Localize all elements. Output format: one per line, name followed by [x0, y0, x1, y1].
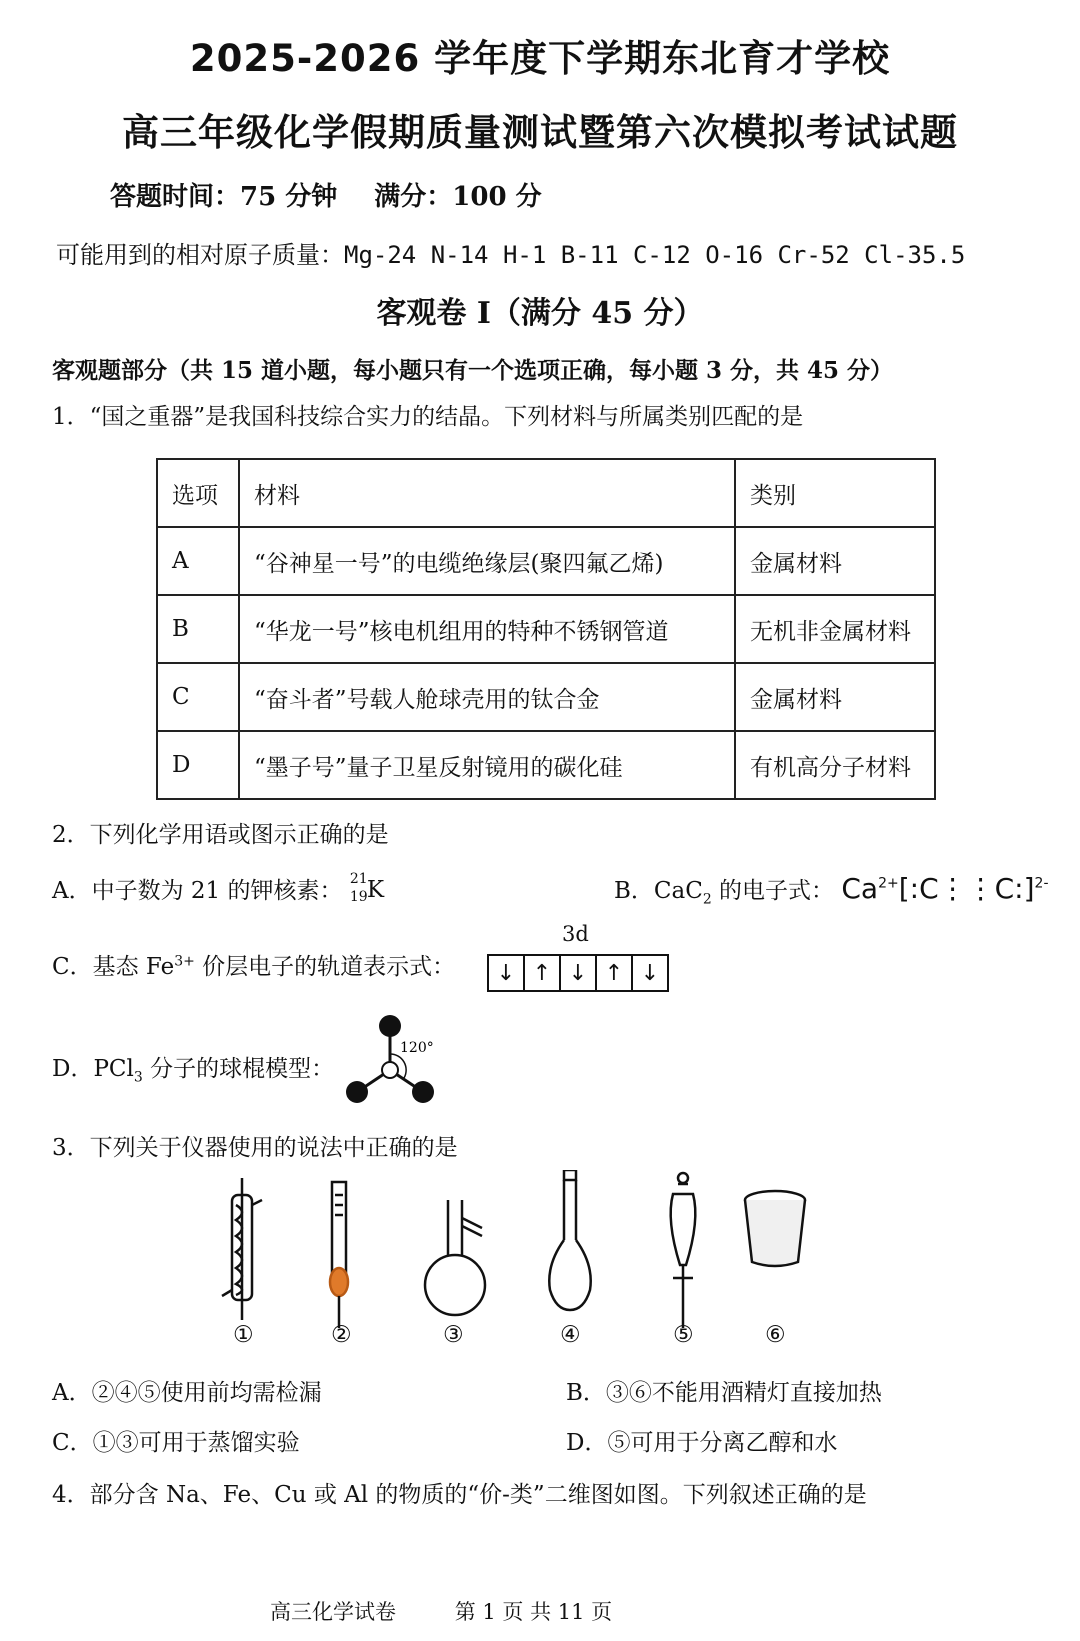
exam-full-score: 满分：100 分	[374, 182, 542, 212]
table-cell: D	[157, 731, 239, 799]
table-row	[157, 527, 935, 595]
table-cell: “谷神星一号”的电缆绝缘层(聚四氟乙烯)	[239, 527, 735, 595]
ball-stick-model	[345, 1012, 455, 1112]
orbital-box: ↓	[561, 956, 597, 990]
table-row	[157, 595, 935, 663]
q2-c-text-post: 价层电子的轨道表示式：	[194, 954, 456, 980]
ca-charge: 2+	[878, 875, 899, 892]
table-cell: 有机高分子材料	[735, 731, 935, 799]
q3-option-b: B．③⑥不能用酒精灯直接加热	[566, 1380, 882, 1406]
separatory-funnel-icon	[671, 1173, 696, 1328]
exam-meta	[110, 176, 570, 213]
condenser-icon	[222, 1178, 262, 1320]
table-header: 选项	[157, 459, 239, 527]
angle-label: 120°	[400, 1040, 434, 1056]
table-cell: 无机非金属材料	[735, 595, 935, 663]
q2-option-b	[614, 872, 1049, 908]
distillation-flask-icon	[425, 1200, 485, 1315]
orbital-boxes	[487, 954, 669, 992]
q2-c-text-pre: C．基态 Fe	[52, 954, 175, 980]
fe-charge: 3+	[174, 953, 195, 970]
q3-option-a: A．②④⑤使用前均需检漏	[52, 1380, 322, 1406]
electron-formula	[841, 872, 1048, 905]
center-atom	[382, 1062, 398, 1078]
table-row	[157, 731, 935, 799]
table-header: 类别	[735, 459, 935, 527]
table-row	[157, 663, 935, 731]
q2-option-c	[52, 948, 455, 981]
atomic-masses: 可能用到的相对原子质量：Mg-24 N-14 H-1 B-11 C-12 O-16 Cr-52 Cl-35.5	[56, 241, 966, 269]
q2-b-subscript: 2	[702, 891, 712, 908]
apparatus-figure	[200, 1170, 860, 1350]
q3-option-c: C．①③可用于蒸馏实验	[52, 1430, 300, 1456]
apparatus-label: ①	[233, 1322, 254, 1348]
q2-d-text-post: 分子的球棍模型：	[142, 1056, 335, 1082]
q3-option-d: D．⑤可用于分离乙醇和水	[566, 1430, 838, 1456]
burette-icon	[330, 1182, 348, 1328]
table-header: 材料	[239, 459, 735, 527]
q3-stem: 3．下列关于仪器使用的说法中正确的是	[52, 1135, 458, 1161]
element-symbol: K	[366, 877, 384, 903]
table-cell: B	[157, 595, 239, 663]
q2-option-d	[52, 1050, 334, 1086]
crucible-icon	[745, 1191, 805, 1266]
exam-time: 答题时间：75 分钟	[110, 182, 338, 212]
atom-ball	[379, 1015, 401, 1037]
table-cell: 金属材料	[735, 663, 935, 731]
table-cell: “墨子号”量子卫星反射镜用的碳化硅	[239, 731, 735, 799]
orbital-box: ↑	[525, 956, 561, 990]
table-cell: C	[157, 663, 239, 731]
atom-ball	[346, 1081, 368, 1103]
q2-d-text-pre: D．PCl	[52, 1056, 134, 1082]
table-row	[157, 459, 935, 527]
table-cell: “华龙一号”核电机组用的特种不锈钢管道	[239, 595, 735, 663]
apparatus-label: ⑤	[673, 1322, 694, 1348]
exam-title-line2: 高三年级化学假期质量测试暨第六次模拟考试试题	[122, 111, 958, 154]
page-footer	[270, 1596, 612, 1626]
volumetric-flask-icon	[549, 1170, 590, 1310]
mass-number: 21	[349, 871, 368, 887]
orbital-diagram	[487, 922, 669, 992]
q2-a-text: A．中子数为 21 的钾核素：	[52, 878, 343, 904]
table-cell: 金属材料	[735, 527, 935, 595]
apparatus-label: ②	[331, 1322, 352, 1348]
c2-formula: [:C⋮⋮C:]	[898, 872, 1035, 905]
apparatus-label: ③	[443, 1322, 464, 1348]
apparatus-label: ④	[560, 1322, 581, 1348]
footer-page: 第 1 页 共 11 页	[454, 1600, 613, 1624]
atomic-number: 19	[349, 889, 368, 905]
section-title: 客观卷 I（满分 45 分）	[376, 296, 704, 331]
apparatus-label: ⑥	[765, 1322, 786, 1348]
atom-ball	[412, 1081, 434, 1103]
section-instructions: 客观题部分（共 15 道小题，每小题只有一个选项正确，每小题 3 分，共 45 分）	[52, 357, 894, 384]
q1-stem: 1．“国之重器”是我国科技综合实力的结晶。下列材料与所属类别匹配的是	[52, 404, 804, 430]
q2-d-subscript: 3	[133, 1069, 143, 1086]
exam-title-line1: 2025-2026 学年度下学期东北育才学校	[189, 37, 891, 80]
orbital-box: ↑	[597, 956, 633, 990]
orbital-box: ↓	[640, 960, 660, 986]
nuclide-notation	[349, 871, 386, 907]
c2-charge: 2-	[1034, 875, 1049, 892]
table-cell: “奋斗者”号载人舱球壳用的钛合金	[239, 663, 735, 731]
q2-stem: 2．下列化学用语或图示正确的是	[52, 822, 389, 848]
q2-b-text-pre: B．CaC	[614, 878, 703, 904]
q1-table	[156, 458, 936, 800]
q4-stem: 4．部分含 Na、Fe、Cu 或 Al 的物质的“价-类”二维图如图。下列叙述正确的是	[52, 1482, 867, 1508]
q2-b-text-post: 的电子式：	[711, 878, 835, 904]
table-cell: A	[157, 527, 239, 595]
q2-option-a	[52, 872, 386, 907]
footer-subject: 高三化学试卷	[270, 1600, 396, 1624]
orbital-label: 3d	[562, 922, 589, 946]
orbital-box: ↓	[489, 956, 525, 990]
ca-symbol: Ca	[841, 872, 879, 905]
